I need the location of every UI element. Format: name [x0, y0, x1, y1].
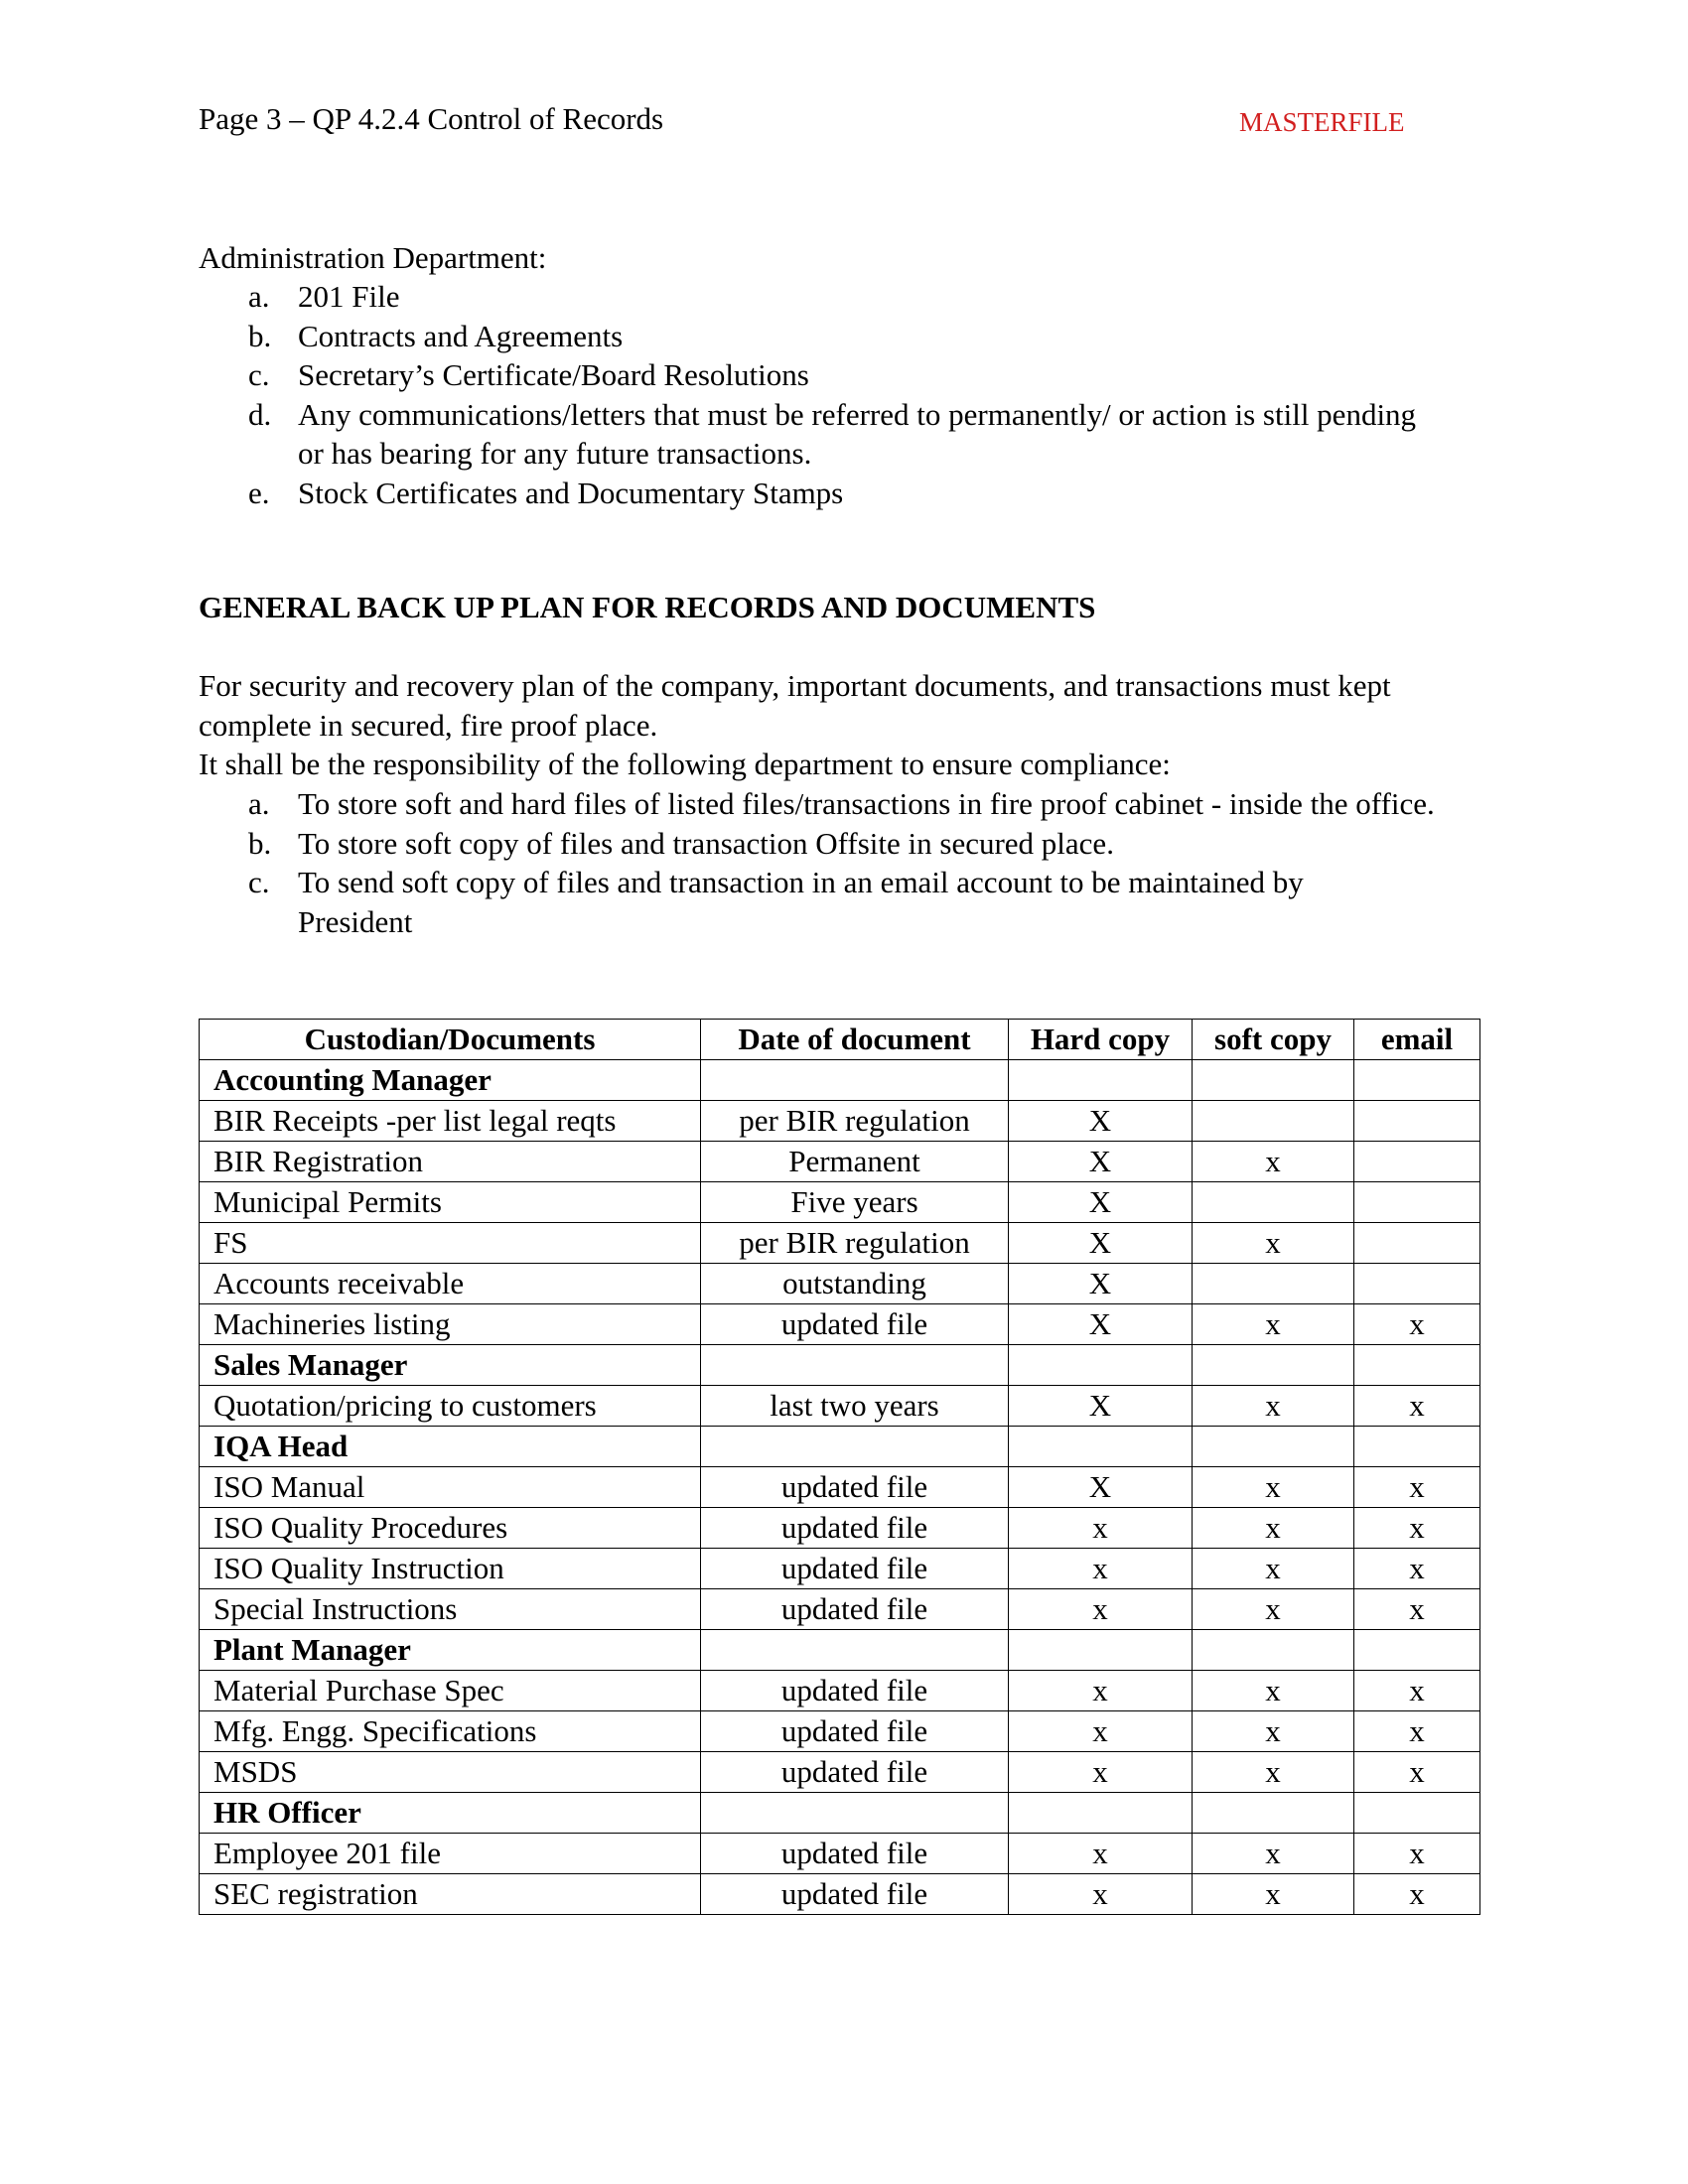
hard-copy-cell: X: [1009, 1182, 1193, 1223]
document-name-cell: Mfg. Engg. Specifications: [200, 1711, 701, 1752]
email-cell: x: [1354, 1508, 1480, 1549]
admin-section-title: Administration Department:: [199, 240, 547, 275]
email-cell: x: [1354, 1549, 1480, 1589]
records-table-body: [200, 1060, 1480, 1915]
empty-cell: [1009, 1345, 1193, 1386]
list-item-text: 201 File: [298, 279, 400, 314]
email-cell: x: [1354, 1752, 1480, 1793]
hard-copy-cell: x: [1009, 1671, 1193, 1711]
hard-copy-cell: x: [1009, 1589, 1193, 1630]
table-group-row: [200, 1630, 1480, 1671]
header-custodian-documents: Custodian/Documents: [200, 1020, 701, 1060]
records-backup-table: [199, 1019, 1480, 1915]
hard-copy-cell: x: [1009, 1508, 1193, 1549]
document-date-cell: Permanent: [701, 1142, 1009, 1182]
empty-cell: [701, 1345, 1009, 1386]
table-row: [200, 1671, 1480, 1711]
hard-copy-cell: x: [1009, 1874, 1193, 1915]
email-cell: [1354, 1223, 1480, 1264]
document-name-cell: BIR Receipts -per list legal reqts: [200, 1101, 701, 1142]
email-cell: x: [1354, 1386, 1480, 1427]
list-item-text: Any communications/letters that must be referred to permanently/ or action is still pending or has bearing for any future transactions.: [298, 396, 1417, 471]
soft-copy-cell: [1193, 1182, 1354, 1223]
list-marker: d.: [248, 396, 272, 432]
list-marker: e.: [248, 475, 270, 510]
empty-cell: [1193, 1793, 1354, 1834]
email-cell: x: [1354, 1834, 1480, 1874]
table-group-row: [200, 1060, 1480, 1101]
soft-copy-cell: x: [1193, 1834, 1354, 1874]
document-name-cell: Accounts receivable: [200, 1264, 701, 1304]
email-cell: [1354, 1142, 1480, 1182]
group-title: IQA Head: [200, 1427, 701, 1467]
hard-copy-cell: x: [1009, 1752, 1193, 1793]
document-date-cell: per BIR regulation: [701, 1101, 1009, 1142]
table-row: [200, 1223, 1480, 1264]
empty-cell: [701, 1060, 1009, 1101]
list-item: [199, 863, 1489, 941]
header-email: email: [1354, 1020, 1480, 1060]
responsibility-paragraph: It shall be the responsibility of the following department to ensure compliance:: [199, 747, 1171, 781]
list-item-text: To store soft copy of files and transaction Offsite in secured place.: [298, 825, 1114, 861]
table-row: [200, 1264, 1480, 1304]
list-item: [199, 824, 1489, 864]
document-name-cell: SEC registration: [200, 1874, 701, 1915]
soft-copy-cell: [1193, 1101, 1354, 1142]
table-row: [200, 1874, 1480, 1915]
document-name-cell: BIR Registration: [200, 1142, 701, 1182]
group-title: Accounting Manager: [200, 1060, 701, 1101]
hard-copy-cell: X: [1009, 1386, 1193, 1427]
soft-copy-cell: x: [1193, 1671, 1354, 1711]
list-item: [199, 395, 1489, 474]
hard-copy-cell: X: [1009, 1467, 1193, 1508]
hard-copy-cell: X: [1009, 1264, 1193, 1304]
list-item: [199, 474, 1489, 513]
email-cell: x: [1354, 1589, 1480, 1630]
document-name-cell: ISO Manual: [200, 1467, 701, 1508]
document-name-cell: ISO Quality Procedures: [200, 1508, 701, 1549]
admin-document-list: [199, 277, 1489, 512]
empty-cell: [1354, 1345, 1480, 1386]
soft-copy-cell: x: [1193, 1589, 1354, 1630]
backup-steps-list: [199, 784, 1489, 941]
email-cell: x: [1354, 1874, 1480, 1915]
email-cell: [1354, 1182, 1480, 1223]
hard-copy-cell: x: [1009, 1549, 1193, 1589]
list-marker: c.: [248, 865, 270, 899]
empty-cell: [1193, 1060, 1354, 1101]
masterfile-label: MASTERFILE: [1239, 107, 1405, 137]
document-name-cell: FS: [200, 1223, 701, 1264]
empty-cell: [1354, 1630, 1480, 1671]
document-date-cell: outstanding: [701, 1264, 1009, 1304]
list-marker: a.: [248, 786, 270, 821]
empty-cell: [1193, 1427, 1354, 1467]
list-marker: a.: [248, 279, 270, 314]
document-name-cell: Employee 201 file: [200, 1834, 701, 1874]
document-date-cell: updated file: [701, 1304, 1009, 1345]
hard-copy-cell: X: [1009, 1223, 1193, 1264]
table-row: [200, 1101, 1480, 1142]
table-row: [200, 1182, 1480, 1223]
list-item-text: To store soft and hard files of listed files/transactions in fire proof cabinet - inside the office.: [298, 786, 1435, 821]
document-date-cell: per BIR regulation: [701, 1223, 1009, 1264]
hard-copy-cell: X: [1009, 1142, 1193, 1182]
document-date-cell: updated file: [701, 1508, 1009, 1549]
table-row: [200, 1711, 1480, 1752]
table-row: [200, 1752, 1480, 1793]
soft-copy-cell: x: [1193, 1711, 1354, 1752]
empty-cell: [701, 1427, 1009, 1467]
soft-copy-cell: x: [1193, 1304, 1354, 1345]
table-row: [200, 1142, 1480, 1182]
document-date-cell: updated file: [701, 1752, 1009, 1793]
empty-cell: [1009, 1427, 1193, 1467]
empty-cell: [1009, 1060, 1193, 1101]
document-name-cell: Machineries listing: [200, 1304, 701, 1345]
list-item-text: Secretary’s Certificate/Board Resolutions: [298, 357, 809, 392]
empty-cell: [701, 1793, 1009, 1834]
empty-cell: [1354, 1427, 1480, 1467]
soft-copy-cell: x: [1193, 1508, 1354, 1549]
empty-cell: [1354, 1060, 1480, 1101]
header-hard-copy: Hard copy: [1009, 1020, 1193, 1060]
list-marker: b.: [248, 825, 272, 861]
list-item: [199, 277, 1489, 317]
backup-intro-paragraph: For security and recovery plan of the company, important documents, and transactions must kept complete in secured, fire proof place.: [199, 668, 1391, 743]
document-name-cell: Special Instructions: [200, 1589, 701, 1630]
table-row: [200, 1549, 1480, 1589]
table-header-row: [200, 1020, 1480, 1060]
table-row: [200, 1467, 1480, 1508]
list-marker: b.: [248, 318, 272, 353]
list-item-text: To send soft copy of files and transaction in an email account to be maintained by President: [298, 865, 1304, 939]
empty-cell: [1193, 1630, 1354, 1671]
soft-copy-cell: x: [1193, 1874, 1354, 1915]
email-cell: [1354, 1264, 1480, 1304]
empty-cell: [1009, 1793, 1193, 1834]
group-title: Sales Manager: [200, 1345, 701, 1386]
document-date-cell: last two years: [701, 1386, 1009, 1427]
page-title: Page 3 – QP 4.2.4 Control of Records: [199, 101, 664, 136]
document-date-cell: updated file: [701, 1834, 1009, 1874]
list-item-text: Contracts and Agreements: [298, 318, 624, 353]
email-cell: x: [1354, 1671, 1480, 1711]
empty-cell: [1009, 1630, 1193, 1671]
table-group-row: [200, 1793, 1480, 1834]
document-name-cell: MSDS: [200, 1752, 701, 1793]
table-row: [200, 1589, 1480, 1630]
document-date-cell: updated file: [701, 1549, 1009, 1589]
table-row: [200, 1304, 1480, 1345]
group-title: Plant Manager: [200, 1630, 701, 1671]
table-row: [200, 1386, 1480, 1427]
hard-copy-cell: x: [1009, 1834, 1193, 1874]
document-name-cell: Municipal Permits: [200, 1182, 701, 1223]
empty-cell: [701, 1630, 1009, 1671]
email-cell: [1354, 1101, 1480, 1142]
email-cell: x: [1354, 1304, 1480, 1345]
table-group-row: [200, 1345, 1480, 1386]
document-name-cell: Material Purchase Spec: [200, 1671, 701, 1711]
document-date-cell: updated file: [701, 1874, 1009, 1915]
table-group-row: [200, 1427, 1480, 1467]
header-soft-copy: soft copy: [1193, 1020, 1354, 1060]
document-date-cell: Five years: [701, 1182, 1009, 1223]
hard-copy-cell: X: [1009, 1304, 1193, 1345]
backup-plan-heading: GENERAL BACK UP PLAN FOR RECORDS AND DOCUMENTS: [199, 590, 1096, 624]
empty-cell: [1193, 1345, 1354, 1386]
group-title: HR Officer: [200, 1793, 701, 1834]
document-name-cell: Quotation/pricing to customers: [200, 1386, 701, 1427]
hard-copy-cell: X: [1009, 1101, 1193, 1142]
list-item: [199, 355, 1489, 395]
soft-copy-cell: x: [1193, 1752, 1354, 1793]
list-marker: c.: [248, 357, 270, 392]
empty-cell: [1354, 1793, 1480, 1834]
hard-copy-cell: x: [1009, 1711, 1193, 1752]
email-cell: x: [1354, 1467, 1480, 1508]
soft-copy-cell: x: [1193, 1142, 1354, 1182]
soft-copy-cell: x: [1193, 1549, 1354, 1589]
list-item: [199, 317, 1489, 356]
list-item-text: Stock Certificates and Documentary Stamps: [298, 475, 844, 510]
soft-copy-cell: x: [1193, 1386, 1354, 1427]
document-date-cell: updated file: [701, 1467, 1009, 1508]
table-row: [200, 1508, 1480, 1549]
table-row: [200, 1834, 1480, 1874]
soft-copy-cell: x: [1193, 1223, 1354, 1264]
document-name-cell: ISO Quality Instruction: [200, 1549, 701, 1589]
email-cell: x: [1354, 1711, 1480, 1752]
list-item: [199, 784, 1489, 824]
header-date-of-document: Date of document: [701, 1020, 1009, 1060]
document-date-cell: updated file: [701, 1589, 1009, 1630]
document-date-cell: updated file: [701, 1711, 1009, 1752]
soft-copy-cell: x: [1193, 1467, 1354, 1508]
soft-copy-cell: [1193, 1264, 1354, 1304]
document-date-cell: updated file: [701, 1671, 1009, 1711]
